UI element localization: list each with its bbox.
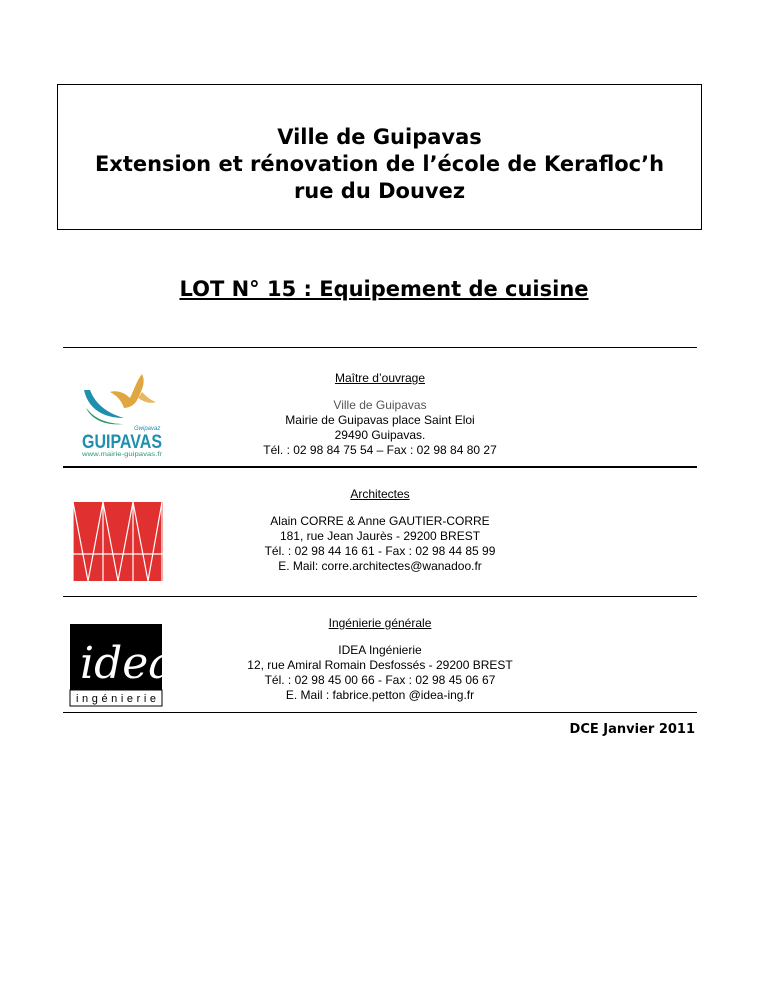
guipavas-logo-name: GUIPAVAS bbox=[82, 432, 162, 453]
bird-shape bbox=[110, 374, 144, 408]
section-architectes-line: Tél. : 02 98 44 16 61 - Fax : 02 98 44 85 99 bbox=[264, 544, 496, 558]
section-ingenierie-line: IDEA Ingénierie bbox=[338, 643, 422, 657]
section-architectes-line: Alain CORRE & Anne GAUTIER-CORRE bbox=[270, 514, 490, 528]
section-ingenierie bbox=[220, 616, 540, 703]
guipavas-logo-small: Gwipavaz bbox=[134, 426, 161, 432]
footer-date: DCE Janvier 2011 bbox=[569, 722, 695, 737]
title-project: Extension et rénovation de l’école de Kerafloc’h bbox=[94, 151, 665, 176]
section-architectes-heading: Architectes bbox=[350, 487, 410, 501]
section-maitre-heading: Maître d’ouvrage bbox=[334, 371, 426, 385]
divider-architectes bbox=[63, 596, 697, 597]
bird-wing bbox=[138, 392, 156, 403]
section-architectes-line: 181, rue Jean Jaurès - 29200 BREST bbox=[279, 529, 481, 543]
section-ingenierie-line: Tél. : 02 98 45 00 66 - Fax : 02 98 45 06 67 bbox=[264, 673, 496, 687]
idea-logo bbox=[70, 624, 175, 706]
lot-title: LOT N° 15 : Equipement de cuisine bbox=[179, 277, 589, 301]
divider-top bbox=[63, 347, 697, 348]
guipavas-logo-url: www.mairie-guipavas.fr bbox=[80, 452, 162, 458]
divider-bottom bbox=[63, 712, 697, 713]
section-ingenierie-line: E. Mail : fabrice.petton @idea-ing.fr bbox=[285, 688, 475, 702]
section-maitre-line: Ville de Guipavas bbox=[333, 398, 427, 412]
section-maitre bbox=[220, 371, 540, 458]
section-architectes-line: E. Mail: corre.architectes@wanadoo.fr bbox=[278, 559, 482, 573]
section-maitre-line: Tél. : 02 98 84 75 54 – Fax : 02 98 84 80 27 bbox=[263, 443, 497, 457]
title-city: Ville de Guipavas bbox=[277, 124, 482, 149]
section-architectes bbox=[220, 487, 540, 574]
divider-maitre bbox=[63, 466, 697, 468]
section-maitre-line: Mairie de Guipavas place Saint Eloi bbox=[285, 413, 475, 427]
title-street: rue du Douvez bbox=[293, 178, 466, 203]
architectes-logo bbox=[73, 502, 163, 581]
section-ingenierie-heading: Ingénierie générale bbox=[328, 616, 432, 630]
idea-logo-word: idea bbox=[80, 638, 175, 689]
title-box bbox=[57, 84, 702, 230]
guipavas-logo bbox=[80, 368, 168, 458]
idea-logo-subword: ingénierie bbox=[76, 693, 156, 705]
section-ingenierie-line: 12, rue Amiral Romain Desfossés - 29200 BREST bbox=[247, 658, 513, 672]
section-maitre-line: 29490 Guipavas. bbox=[334, 428, 426, 442]
